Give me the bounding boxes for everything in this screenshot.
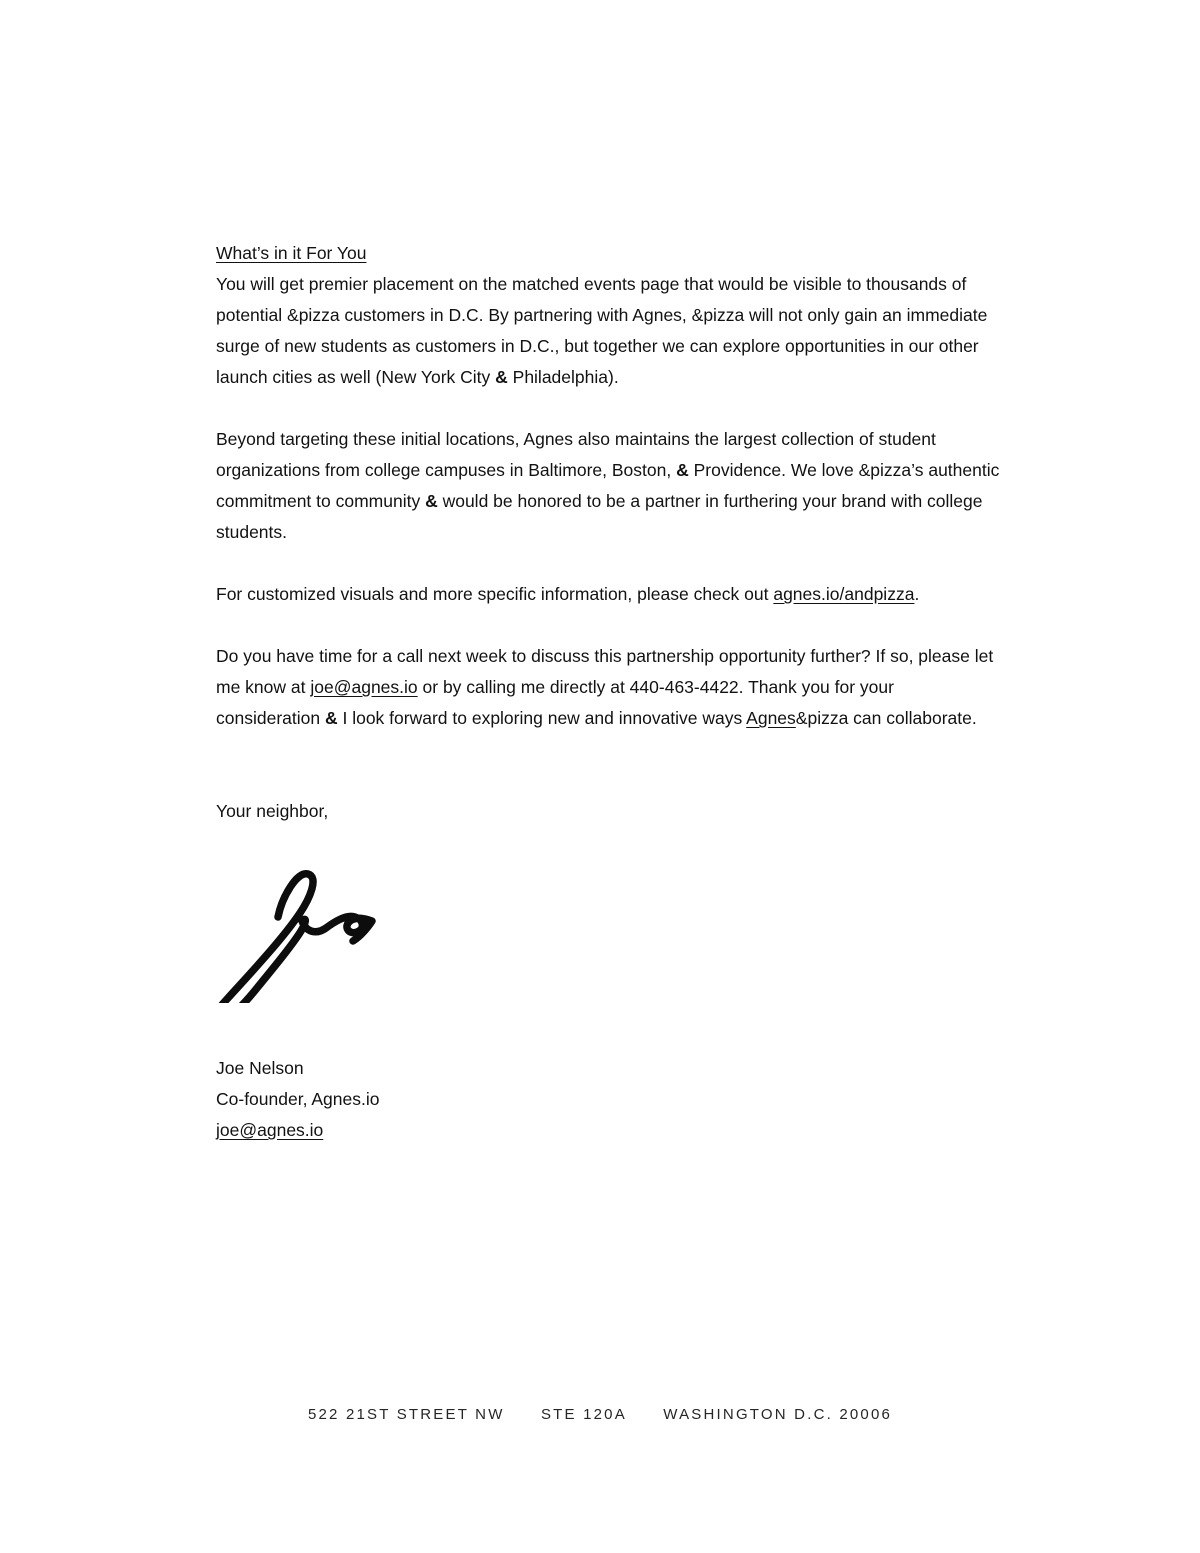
joe-handwritten-signature-icon	[202, 861, 380, 1003]
text-run: &pizza can collaborate.	[795, 708, 977, 728]
signature-block	[216, 1053, 1000, 1146]
paragraph-locations	[216, 424, 1000, 548]
text-run: Providence. We love &pizza’s authentic commitment to community	[216, 460, 1000, 511]
inline-link[interactable]: andpizza	[844, 584, 915, 604]
inline-link[interactable]: agnes.io/	[773, 584, 845, 604]
text-run: would be honored to be a partner in furthering your brand with college students.	[216, 491, 983, 542]
sender-title: Co-founder, Agnes.io	[216, 1089, 380, 1109]
closing-salutation: Your neighbor,	[216, 801, 329, 821]
text-run: I look forward to exploring new and innovative ways	[337, 708, 747, 728]
footer-address	[0, 1400, 1200, 1430]
bold-ampersand: &	[495, 367, 508, 387]
text-run: You will get premier placement on the matched events page that would be visible to thousands of potential &pizza customers in D.C. By partnering with Agnes, &pizza will not only gain an immediate surge of new students as customers in D.C., but together we can explore opportunities in our other launch cities as well (New York City	[216, 274, 988, 387]
bold-ampersand: &	[425, 491, 438, 511]
footer-city: WASHINGTON D.C. 20006	[663, 1406, 893, 1423]
section-heading: What’s in it For You	[216, 243, 367, 263]
text-run: or by calling me directly at 440-463-4422. Thank you for your consideration	[216, 677, 894, 728]
text-run: Philadelphia).	[507, 367, 619, 387]
bold-ampersand: &	[676, 460, 689, 480]
inline-link[interactable]: joe@agnes.io	[310, 677, 418, 697]
paragraph-call-to-action	[216, 641, 1000, 734]
sender-email-link[interactable]: joe@agnes.io	[216, 1120, 324, 1140]
bold-ampersand: &	[324, 708, 338, 728]
paragraph-visuals	[216, 579, 1000, 610]
section-heading-line	[216, 238, 1000, 269]
letter-body	[216, 238, 1000, 1146]
text-run: Do you have time for a call next week to discuss this partnership opportunity further? If so, please let me know at	[216, 646, 994, 697]
inline-link[interactable]: Agnes	[746, 708, 796, 728]
text-run: Beyond targeting these initial locations, Agnes also maintains the largest collection of student organizations from college campuses in Baltimore, Boston,	[216, 429, 936, 480]
paragraph-benefits	[216, 269, 1000, 393]
text-run: .	[914, 584, 920, 604]
text-run: For customized visuals and more specific information, please check out	[216, 584, 774, 604]
sender-name: Joe Nelson	[216, 1058, 304, 1078]
footer-suite: STE 120A	[540, 1406, 627, 1423]
footer-street: 522 21ST STREET NW	[307, 1406, 505, 1423]
signature-area	[202, 861, 380, 1003]
